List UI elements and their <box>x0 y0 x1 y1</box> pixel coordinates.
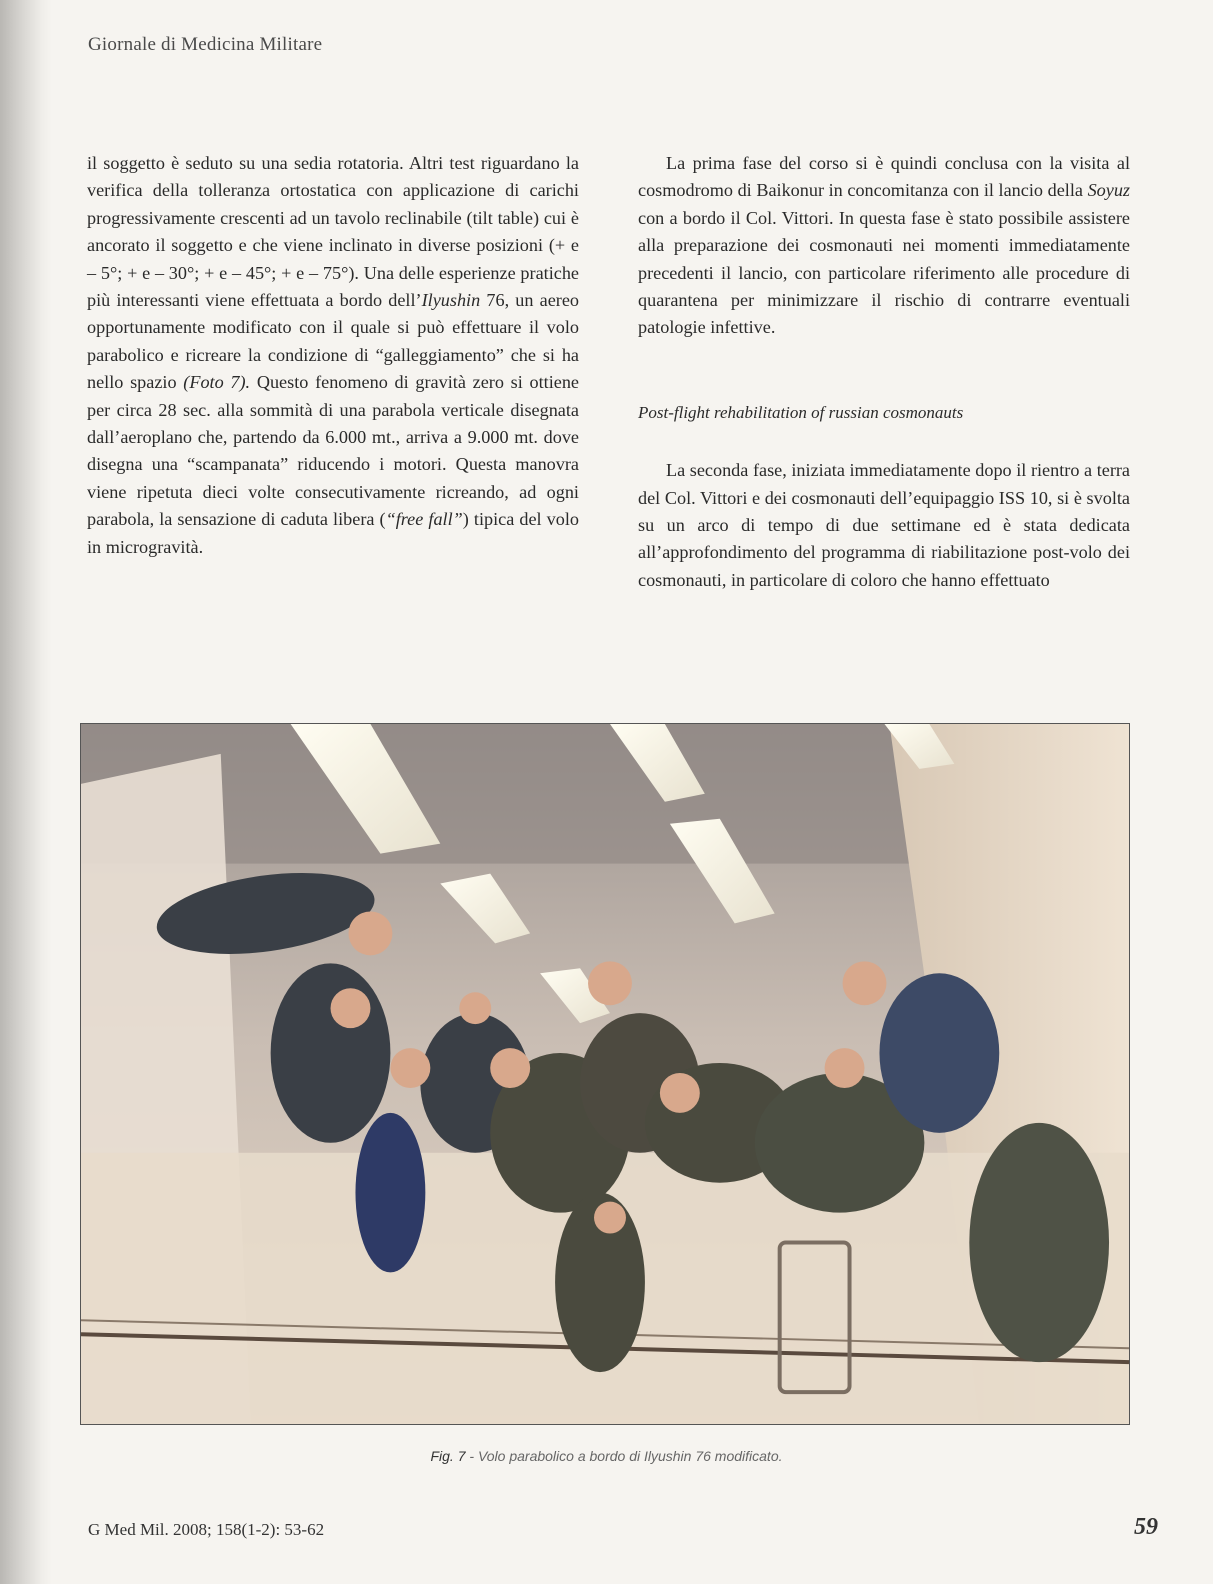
figure-label: Fig. 7 <box>430 1448 466 1464</box>
footer-citation: G Med Mil. 2008; 158(1-2): 53-62 <box>88 1520 325 1539</box>
right-paragraph-1: La prima fase del corso si è quindi conclusa con la visita al cosmodromo di Baikonur in concomitanza con il lancio della Soyuz con a bordo il Col. Vittori. In questa fase è stato possibile assistere alla preparazione dei cosmonauti nei momenti immediatamente precedenti il lancio, con particolare riferimento alle procedure di quarantena per minimizzare il rischio di contrarre eventuali patologie infettive. <box>638 153 1130 338</box>
section-subheading: Post-flight rehabilitation of russian cosmonauts <box>638 402 964 422</box>
left-paragraph: il soggetto è seduto su una sedia rotatoria. Altri test riguardano la verifica della tolleranza ortostatica con applicazione di carichi progressivamente crescenti ad un tavolo reclinabile (tilt table) cui è ancorato il soggetto e che viene inclinato in diverse posizioni (+ e – 5°; + e – 30°; + e – 45°; + e – 75°). Una delle esperienze pratiche più interessanti viene effettuata a bordo dell’Ilyushin 76, un aereo opportunamente modificato con il quale si può effettuare il volo parabolico e ricreare la condizione di “galleggiamento” che si ha nello spazio (Foto 7). Questo fenomeno di gravità zero si ottiene per circa 28 sec. alla sommità di una parabola verticale disegnata dall’aeroplano che, partendo da 6.000 mt., arriva a 9.000 mt. dove disegna una “scampanata” riducendo i motori. Questa manovra viene ripetuta dieci volte consecutivamente ricreando, ad ogni parabola, la sensazione di caduta libera (“free fall”) tipica del volo in microgravità. <box>87 153 580 557</box>
running-head: Giornale di Medicina Militare <box>88 34 323 55</box>
right-column <box>638 150 1130 594</box>
figure-photo <box>80 723 1130 1425</box>
page-binding-shadow <box>0 0 52 1584</box>
right-paragraph-2: La seconda fase, iniziata immediatamente dopo il rientro a terra del Col. Vittori e dei cosmonauti dell’equipaggio ISS 10, si è svolta su un arco di tempo di due settimane ed è stata dedicata all’approfondimento del programma di riabilitazione post-volo dei cosmonauti, in particolare di coloro che hanno effettuato <box>638 460 1130 590</box>
left-column <box>87 150 579 561</box>
page-number: 59 <box>1134 1514 1158 1540</box>
zero-gravity-cabin-photo <box>81 724 1129 1424</box>
figure-caption <box>0 1448 1213 1464</box>
figure-caption-text: - Volo parabolico a bordo di Ilyushin 76 modificato. <box>465 1448 783 1464</box>
